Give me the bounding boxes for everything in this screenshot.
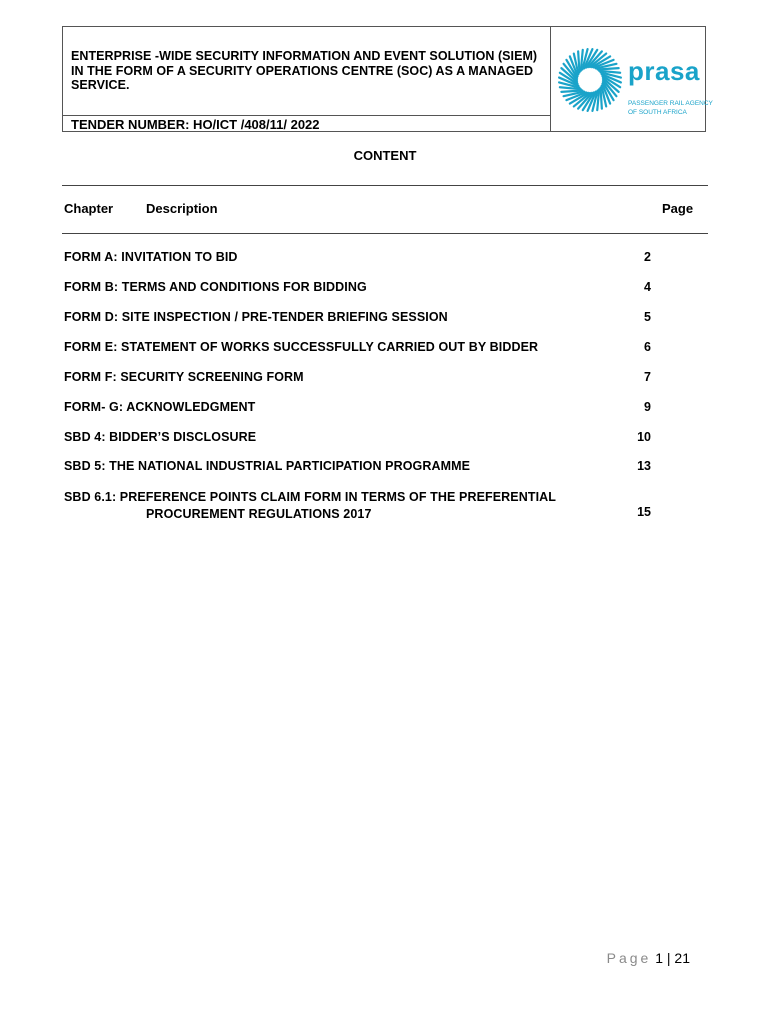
toc-entry[interactable] bbox=[64, 280, 664, 296]
logo-subtitle-line1: PASSENGER RAIL AGENCY bbox=[628, 100, 713, 107]
toc-entry-page: 7 bbox=[644, 370, 651, 384]
page-footer bbox=[607, 950, 690, 966]
toc-entry-page: 9 bbox=[644, 400, 651, 414]
toc-entry-title: FORM E: STATEMENT OF WORKS SUCCESSFULLY CARRIED OUT BY BIDDER bbox=[64, 340, 539, 354]
logo-subtitle-line2: OF SOUTH AFRICA bbox=[628, 108, 687, 116]
toc-entry-title: FORM A: INVITATION TO BID bbox=[64, 250, 238, 264]
toc-entry-page: 6 bbox=[644, 340, 651, 354]
footer-current-page: 1 bbox=[655, 950, 663, 966]
toc-entry-title: SBD 5: THE NATIONAL INDUSTRIAL PARTICIPATION PROGRAMME bbox=[64, 459, 471, 473]
logo-subtitle bbox=[628, 100, 713, 117]
toc-entry-page: 2 bbox=[644, 250, 651, 264]
prasa-logo bbox=[551, 27, 713, 132]
top-divider bbox=[62, 185, 708, 186]
toc-entry-page: 15 bbox=[637, 505, 651, 519]
document-title: ENTERPRISE -WIDE SECURITY INFORMATION AND EVENT SOLUTION (SIEM) IN THE FORM OF A SECURITY OPERATIONS CENTRE (SOC) AS A MANAGED SERVICE. bbox=[71, 49, 538, 92]
logo-wordmark: prasa bbox=[628, 56, 700, 86]
logo-ring-stroke bbox=[578, 51, 579, 72]
toc-entry[interactable] bbox=[64, 250, 664, 266]
toc-entry[interactable] bbox=[64, 459, 664, 475]
toc-entry-title: FORM D: SITE INSPECTION / PRE-TENDER BRIEFING SESSION bbox=[64, 310, 448, 324]
footer-page-label: Page bbox=[606, 950, 652, 966]
footer-total-pages: 21 bbox=[674, 950, 690, 966]
toc-entry-title bbox=[64, 489, 556, 522]
column-header-chapter: Chapter bbox=[64, 201, 114, 216]
column-header-page: Page bbox=[662, 201, 694, 216]
tender-number: TENDER NUMBER: HO/ICT /408/11/ 2022 bbox=[71, 117, 320, 132]
toc-entry-title: FORM- G: ACKNOWLEDGMENT bbox=[64, 400, 256, 414]
logo-ring-stroke bbox=[561, 91, 582, 92]
column-header-description: Description bbox=[146, 201, 218, 216]
toc-entry-page: 5 bbox=[644, 310, 651, 324]
logo-ring-stroke bbox=[598, 68, 619, 69]
toc-entry-page: 13 bbox=[637, 459, 651, 473]
toc-entry-page: 10 bbox=[637, 430, 651, 444]
toc-entry-title: SBD 4: BIDDER’S DISCLOSURE bbox=[64, 430, 257, 444]
toc-entry[interactable] bbox=[64, 370, 664, 386]
toc-entry-title: FORM B: TERMS AND CONDITIONS FOR BIDDING bbox=[64, 280, 367, 294]
document-header bbox=[62, 26, 713, 132]
toc-entry[interactable] bbox=[64, 400, 664, 416]
toc-entry-title: FORM F: SECURITY SCREENING FORM bbox=[64, 370, 304, 384]
toc-entry[interactable] bbox=[64, 340, 664, 356]
toc-entry[interactable] bbox=[64, 489, 664, 523]
toc-entry-title-line1: SBD 6.1: PREFERENCE POINTS CLAIM FORM IN TERMS OF THE PREFERENTIAL bbox=[64, 490, 557, 504]
footer-separator: | bbox=[666, 950, 671, 966]
toc-entry-title-line2: PROCUREMENT REGULATIONS 2017 bbox=[146, 506, 372, 521]
prasa-logo-ring-icon bbox=[557, 47, 623, 113]
toc-entry-page: 4 bbox=[644, 280, 651, 294]
header-title-cell bbox=[63, 27, 551, 116]
toc-entry[interactable] bbox=[64, 310, 664, 326]
content-heading: CONTENT bbox=[353, 148, 417, 163]
logo-ring-stroke bbox=[601, 88, 602, 109]
toc-entry[interactable] bbox=[64, 430, 664, 446]
header-divider bbox=[62, 233, 708, 234]
tender-cell bbox=[63, 116, 551, 132]
